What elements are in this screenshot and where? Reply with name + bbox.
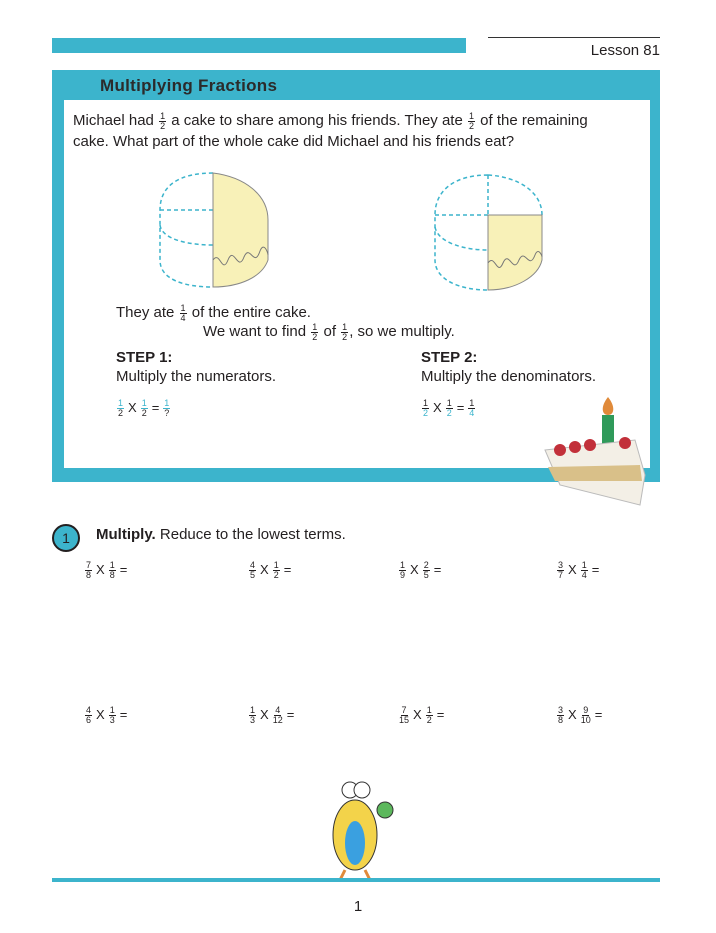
times-sign: X [410,562,419,577]
numerator: 1 [581,560,587,571]
quarter-cake-diagram [430,165,550,295]
header-rule [488,37,660,38]
text: of the remaining [480,112,588,129]
numerator: 7 [401,705,407,716]
denominator: 2 [426,715,432,726]
denominator: 8 [109,570,115,581]
denominator: 10 [580,715,591,726]
fraction [141,399,148,418]
numerator: 1 [426,705,432,716]
denominator: 8 [86,570,92,581]
fraction [249,561,256,580]
step-1 [116,348,276,418]
text: They ate [116,304,175,321]
cake-slice-illustration [540,395,650,525]
numerator: 1 [312,321,318,332]
fraction [557,561,564,580]
denominator: 12 [272,715,283,726]
equals-sign: = [119,562,128,577]
fraction [446,399,453,418]
fraction [581,561,588,580]
problem-3 [398,560,484,580]
fraction [468,399,475,418]
denominator: 8 [558,715,564,726]
numerator: 1 [273,560,279,571]
denominator: 2 [118,408,124,419]
answer-blank[interactable] [602,560,642,574]
times-sign: X [260,707,269,722]
times-sign: X [433,400,442,415]
problem-5 [84,705,170,725]
explanation-2 [203,321,455,342]
step-text: Multiply the numerators. [116,368,277,385]
fraction [273,706,283,725]
denominator: 3 [250,715,256,726]
numerator: 4 [250,560,256,571]
times-sign: X [96,562,105,577]
fraction [399,561,406,580]
step-equation [116,398,276,418]
denominator: 9 [400,570,406,581]
numerator: 1 [180,302,186,313]
text: of [323,323,336,340]
denominator: 3 [109,715,115,726]
text: cake. What part of the whole cake did Michael and his friends eat? [73,133,515,150]
header-bar [52,38,466,53]
times-sign: X [96,707,105,722]
equals-sign: = [283,562,292,577]
answer-blank[interactable] [297,705,337,719]
instruction-text: Reduce to the lowest terms. [159,526,346,543]
answer-blank[interactable] [294,560,334,574]
denominator: 2 [342,331,348,342]
exercise-instruction [96,526,346,543]
denominator: 4 [469,408,475,419]
numerator: 1 [469,398,475,409]
equals-sign: = [433,562,442,577]
numerator: 3 [558,560,564,571]
page-number: 1 [353,898,363,915]
denominator: 2 [468,120,474,131]
fraction [249,706,256,725]
numerator: 4 [275,705,281,716]
fraction [422,399,429,418]
step-title: STEP 1: [116,349,173,366]
equals-sign: = [286,707,295,722]
instruction-bold: Multiply. [96,526,156,543]
denominator: 2 [446,408,452,419]
fraction [341,323,348,342]
denominator: 2 [141,408,147,419]
numerator: 1 [141,398,147,409]
equals-sign: = [151,400,160,415]
fraction [557,706,564,725]
explanation-1 [116,302,311,323]
numerator: 2 [423,560,429,571]
fraction [117,399,124,418]
fraction [426,706,433,725]
equals-sign: = [594,707,603,722]
denominator: 2 [273,570,279,581]
half-cake-diagram [150,165,270,295]
problem-4 [556,560,642,580]
lesson-label: Lesson 81 [590,42,660,59]
numerator: 1 [164,398,170,409]
fraction [468,112,475,131]
numerator: 9 [583,705,589,716]
bird-mascot-illustration [310,775,410,885]
numerator: 1 [400,560,406,571]
fraction [163,399,170,418]
lesson-title: Multiplying Fractions [100,76,278,95]
answer-blank[interactable] [130,560,170,574]
denominator: 15 [399,715,410,726]
equals-sign: = [119,707,128,722]
footer-bar [52,878,660,882]
fraction [109,706,116,725]
step-title: STEP 2: [421,349,478,366]
step-text: Multiply the denominators. [421,368,597,385]
denominator: 6 [86,715,92,726]
denominator: 2 [160,120,166,131]
fraction [311,323,318,342]
answer-blank[interactable] [447,705,487,719]
problem-1 [84,560,170,580]
fraction [159,112,166,131]
denominator: 2 [423,408,429,419]
denominator: 2 [312,331,318,342]
text: , so we multiply. [349,323,455,340]
equals-sign: = [436,707,445,722]
problem-2 [248,560,334,580]
denominator: 7 [558,570,564,581]
fraction [180,304,187,323]
exercise-number: 1 [52,524,80,552]
times-sign: X [260,562,269,577]
fraction [423,561,430,580]
numerator: 1 [160,110,166,121]
times-sign: X [568,562,577,577]
problem-8 [556,705,645,725]
numerator: 1 [109,560,115,571]
numerator: 1 [446,398,452,409]
fraction [85,706,92,725]
denominator: ? [164,408,170,419]
equals-sign: = [456,400,465,415]
answer-blank[interactable] [605,705,645,719]
fraction [109,561,116,580]
numerator: 1 [468,110,474,121]
numerator: 3 [558,705,564,716]
numerator: 1 [342,321,348,332]
numerator: 7 [86,560,92,571]
fraction [273,561,280,580]
times-sign: X [413,707,422,722]
answer-blank[interactable] [444,560,484,574]
text: Michael had [73,112,154,129]
denominator: 5 [250,570,256,581]
denominator: 4 [180,312,186,323]
text: of the entire cake. [191,304,311,321]
fraction [399,706,409,725]
problem-7 [398,705,487,725]
denominator: 5 [423,570,429,581]
numerator: 1 [109,705,115,716]
times-sign: X [568,707,577,722]
problem-text [73,110,643,152]
text: We want to find [203,323,307,340]
problem-6 [248,705,337,725]
equals-sign: = [591,562,600,577]
text: a cake to share among his friends. They ate [171,112,463,129]
denominator: 4 [581,570,587,581]
numerator: 1 [250,705,256,716]
answer-blank[interactable] [130,705,170,719]
times-sign: X [128,400,137,415]
numerator: 1 [423,398,429,409]
fraction [581,706,591,725]
numerator: 4 [86,705,92,716]
fraction [85,561,92,580]
numerator: 1 [118,398,124,409]
